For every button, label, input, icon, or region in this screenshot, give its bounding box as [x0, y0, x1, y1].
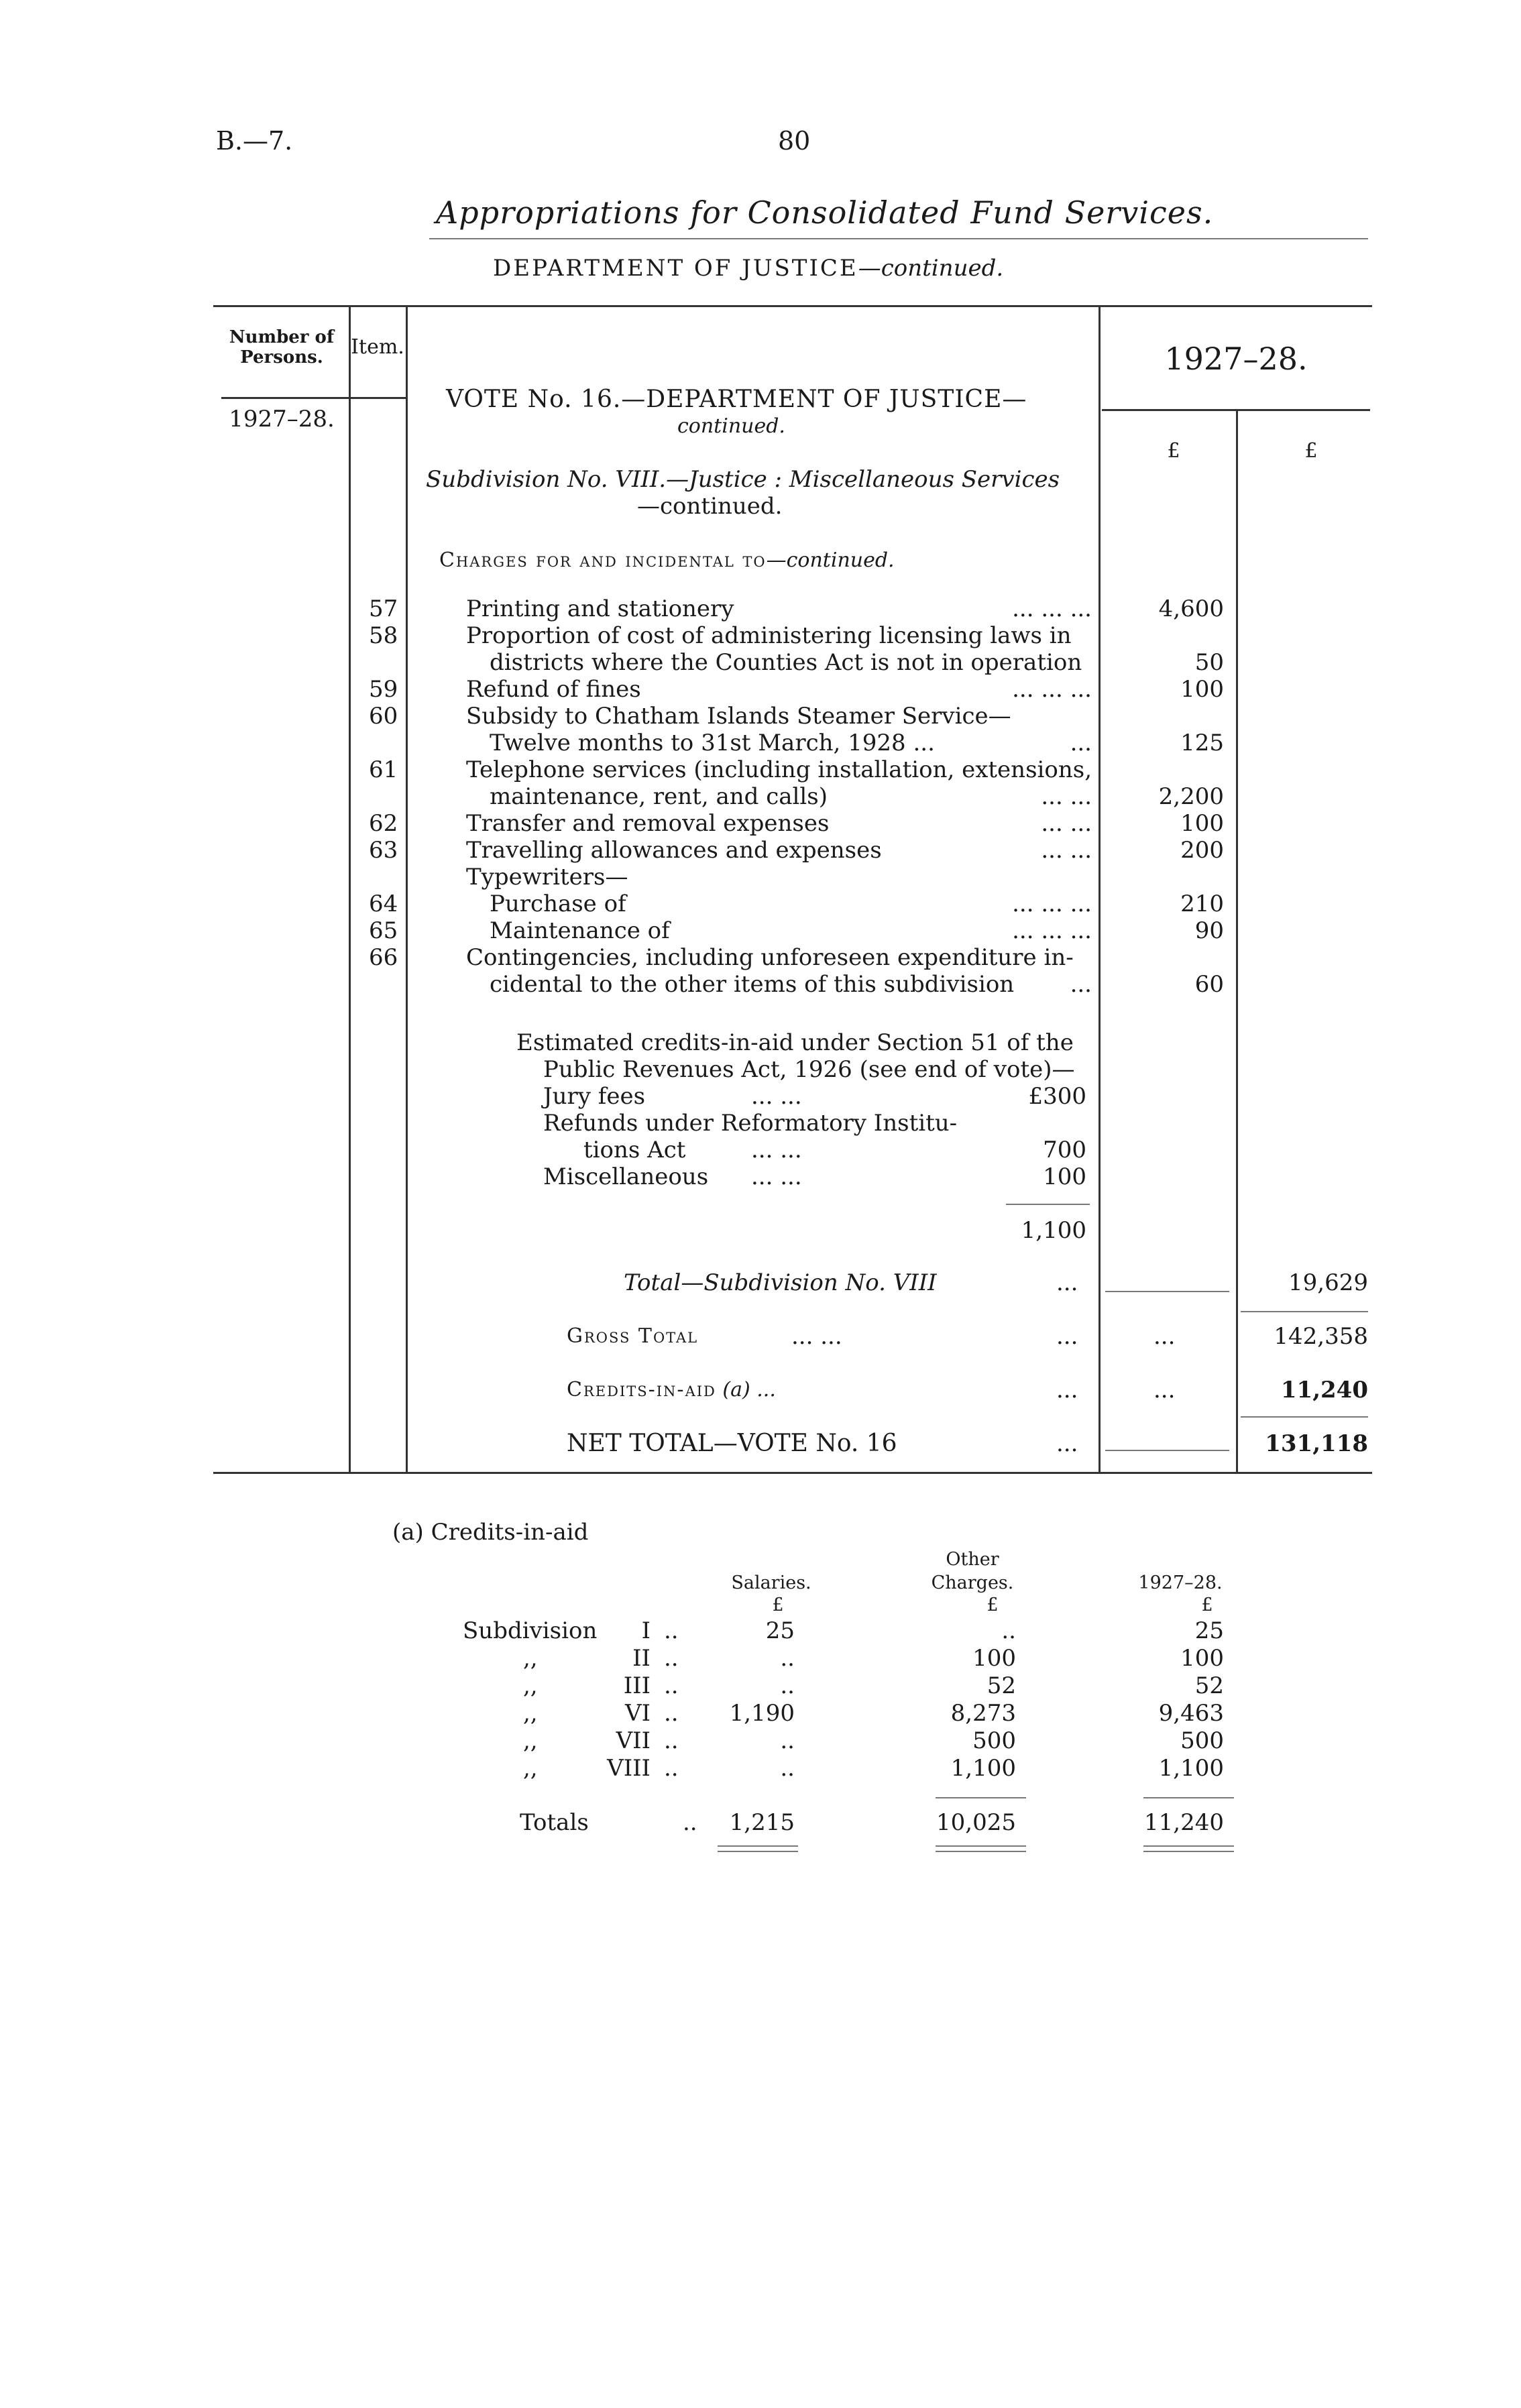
- item-row: [355, 971, 1100, 998]
- footnote-row-total: 9,463: [1158, 1700, 1224, 1727]
- item-amount: 210: [1180, 891, 1224, 917]
- item-text: districts where the Counties Act is not in operation: [490, 649, 1082, 676]
- item-leader-dots: ... ... ...: [1012, 595, 1092, 622]
- item-amount: 50: [1194, 649, 1224, 676]
- credits-in-aid-note: (a) ...: [722, 1378, 776, 1401]
- footnote-row: [463, 1727, 1234, 1755]
- net-total-amount-rule: [1105, 1450, 1229, 1451]
- item-amount: 125: [1180, 730, 1224, 756]
- footnote-total-double-rule-1: [1143, 1845, 1234, 1847]
- subdivision-total-label: Total—Subdivision No. VIII: [624, 1269, 937, 1296]
- footnote-row-sep: ..: [664, 1617, 679, 1644]
- credit-entry-dots: ... ...: [751, 1163, 802, 1190]
- footnote-pound-other: £: [987, 1595, 999, 1615]
- gross-total-value: 142,358: [1274, 1323, 1368, 1350]
- charges-heading: [439, 549, 895, 572]
- footnote-row: [463, 1700, 1234, 1727]
- item-number: 65: [369, 917, 398, 944]
- footnote-row-roman: VII: [616, 1727, 651, 1754]
- footnote-total-rule: [1143, 1797, 1234, 1798]
- footnote-totals-salaries: 1,215: [729, 1809, 795, 1836]
- footnote-row-label: ,,: [523, 1755, 538, 1782]
- footnote-row-other: ..: [1001, 1617, 1016, 1644]
- item-number: 61: [369, 756, 398, 783]
- item-row: [355, 703, 1100, 730]
- items-list: [355, 595, 1100, 998]
- footnote-totals-label: Totals: [520, 1809, 589, 1836]
- footnote-row-other: 52: [987, 1672, 1016, 1699]
- table-top-rule: [213, 305, 1372, 307]
- footnote-title: (a) Credits-in-aid: [392, 1519, 589, 1546]
- vote-title-continued: continued.: [677, 414, 785, 438]
- footnote-row-other: 500: [972, 1727, 1016, 1754]
- item-row: [355, 891, 1100, 917]
- department-continued: —continued.: [858, 255, 1004, 282]
- item-text: Travelling allowances and expenses: [466, 837, 882, 864]
- item-leader-dots: ... ...: [1041, 783, 1092, 810]
- page-reference: B.—7.: [216, 126, 293, 156]
- footnote-col-salaries: Salaries.: [731, 1572, 811, 1593]
- title-rule: [429, 238, 1368, 239]
- item-row: [355, 676, 1100, 703]
- item-row: [355, 837, 1100, 864]
- footnote-row-roman: I: [641, 1617, 651, 1644]
- footnote-salaries-double-rule-1: [718, 1845, 798, 1847]
- item-text: Maintenance of: [490, 917, 670, 944]
- credit-entry-dots: ... ...: [751, 1137, 802, 1163]
- footnote-row-other: 8,273: [950, 1700, 1016, 1727]
- credit-entry-amount: 700: [1043, 1137, 1086, 1163]
- credit-entry-dots: ... ...: [751, 1083, 802, 1110]
- item-text: Contingencies, including unforeseen expenditure in-: [466, 944, 1074, 971]
- item-row: [355, 917, 1100, 944]
- year-header-rule: [1102, 409, 1370, 411]
- footnote-row-total: 1,100: [1158, 1755, 1224, 1782]
- credit-entry-label: tions Act: [583, 1137, 686, 1163]
- item-text: Refund of fines: [466, 676, 641, 703]
- pound-sign-total: £: [1304, 439, 1318, 463]
- persons-header-rule: [221, 397, 408, 399]
- net-total-label: NET TOTAL—VOTE No. 16: [567, 1430, 897, 1457]
- item-leader-dots: ... ... ...: [1012, 676, 1092, 703]
- footnote-pound-salaries: £: [772, 1595, 784, 1615]
- gross-total-label: Gross Total: [567, 1324, 699, 1348]
- footnote-row-salaries: 1,190: [729, 1700, 795, 1727]
- footnote-row-salaries: 25: [765, 1617, 795, 1644]
- item-number: 60: [369, 703, 398, 730]
- footnote-row: [463, 1755, 1234, 1782]
- footnote-row-salaries: ..: [780, 1727, 795, 1754]
- footnote-row-sep: ..: [664, 1645, 679, 1672]
- col-divider-total: [1236, 410, 1238, 1472]
- credit-entry-amount: 100: [1043, 1163, 1086, 1190]
- credits-in-aid-dots-total: ...: [1153, 1377, 1176, 1403]
- footnote-totals-sep: ..: [683, 1809, 697, 1836]
- subdivision-heading-continued: —continued.: [637, 493, 783, 520]
- credits-estimate-total: 1,100: [1021, 1217, 1086, 1244]
- footnote-totals-other: 10,025: [936, 1809, 1016, 1836]
- item-row: [355, 864, 1100, 891]
- subdivision-heading: Subdivision No. VIII.—Justice : Miscellaneous Services: [426, 466, 1060, 493]
- item-text: maintenance, rent, and calls): [490, 783, 828, 810]
- department-name: DEPARTMENT OF JUSTICE: [493, 255, 858, 282]
- credit-entry-amount: £300: [1028, 1083, 1086, 1110]
- credit-entry-label: Refunds under Reformatory Institu-: [543, 1110, 958, 1137]
- footnote-col-other-1: Other: [946, 1549, 999, 1570]
- item-row: [355, 756, 1100, 783]
- footnote-row-label: ,,: [523, 1700, 538, 1727]
- charges-continued: —continued.: [766, 549, 895, 572]
- item-leader-dots: ...: [1070, 730, 1092, 756]
- footnote-pound-year: £: [1201, 1595, 1213, 1615]
- credits-in-aid-value: 11,240: [1280, 1377, 1368, 1403]
- item-amount: 2,200: [1158, 783, 1224, 810]
- item-row: [355, 649, 1100, 676]
- item-leader-dots: ... ...: [1041, 837, 1092, 864]
- gross-total-dots: ... ...: [791, 1323, 842, 1350]
- footnote-row-other: 100: [972, 1645, 1016, 1672]
- item-text: Typewriters—: [466, 864, 628, 891]
- item-amount: 200: [1180, 837, 1224, 864]
- footnote-other-rule: [936, 1797, 1026, 1798]
- item-number: 57: [369, 595, 398, 622]
- item-row: [355, 810, 1100, 837]
- table-bottom-rule: [213, 1472, 1372, 1474]
- footnote-row: [463, 1645, 1234, 1672]
- gross-total-dots-amount: ...: [1056, 1323, 1078, 1350]
- item-leader-dots: ... ... ...: [1012, 891, 1092, 917]
- header-item: Item.: [351, 335, 404, 359]
- footnote-other-double-rule-2: [936, 1851, 1026, 1852]
- footnote-salaries-double-rule-2: [718, 1851, 798, 1852]
- item-text: Purchase of: [490, 891, 626, 917]
- footnote-other-double-rule-1: [936, 1845, 1026, 1847]
- col-divider-persons: [349, 305, 351, 1472]
- footnote-total-double-rule-2: [1143, 1851, 1234, 1852]
- item-number: 58: [369, 622, 398, 649]
- footnote-row-total: 500: [1180, 1727, 1224, 1754]
- footnote-row-sep: ..: [664, 1727, 679, 1754]
- item-number: 62: [369, 810, 398, 837]
- item-text: cidental to the other items of this subdivision: [490, 971, 1015, 998]
- item-number: 64: [369, 891, 398, 917]
- footnote-col-other-2: Charges.: [931, 1572, 1014, 1593]
- item-row: [355, 730, 1100, 756]
- footnote-row-salaries: ..: [780, 1672, 795, 1699]
- footnote-row-roman: VI: [625, 1700, 651, 1727]
- item-number: 63: [369, 837, 398, 864]
- footnote-row-label: ,,: [523, 1672, 538, 1699]
- pound-sign-amount: £: [1167, 439, 1180, 463]
- item-text: Proportion of cost of administering licensing laws in: [466, 622, 1072, 649]
- department-heading: [493, 255, 1003, 282]
- item-amount: 60: [1194, 971, 1224, 998]
- net-total-value: 131,118: [1265, 1430, 1368, 1457]
- subdivision-total-value: 19,629: [1288, 1269, 1368, 1296]
- credits-in-aid-dots: ...: [1056, 1377, 1078, 1403]
- item-text: Subsidy to Chatham Islands Steamer Service—: [466, 703, 1011, 730]
- item-row: [355, 622, 1100, 649]
- credit-entry-label: Miscellaneous: [543, 1163, 709, 1190]
- charges-label: Charges for and incidental to: [439, 549, 767, 572]
- item-text: Telephone services (including installation, extensions,: [466, 756, 1092, 783]
- footnote-col-year: 1927–28.: [1138, 1572, 1223, 1593]
- credits-estimate-line2: Public Revenues Act, 1926 (see end of vote)—: [543, 1056, 1075, 1083]
- item-amount: 4,600: [1158, 595, 1224, 622]
- header-number-of-persons: Number of Persons.: [229, 327, 335, 367]
- footnote-row-roman: II: [632, 1645, 651, 1672]
- footnote-row-roman: VIII: [607, 1755, 651, 1782]
- credit-entry-label: Jury fees: [543, 1083, 646, 1110]
- item-leader-dots: ...: [1070, 971, 1092, 998]
- credits-estimate-line1: Estimated credits-in-aid under Section 51 of the: [516, 1029, 1074, 1056]
- footnote-totals-total: 11,240: [1144, 1809, 1224, 1836]
- footnote-row-total: 25: [1194, 1617, 1224, 1644]
- footnote-row: [463, 1617, 1234, 1645]
- item-row: [355, 944, 1100, 971]
- vote-title: VOTE No. 16.—DEPARTMENT OF JUSTICE—: [446, 386, 1027, 413]
- footnote-row-salaries: ..: [780, 1645, 795, 1672]
- credits-in-aid-heading: [567, 1378, 776, 1401]
- footnote-row-total: 52: [1194, 1672, 1224, 1699]
- footnote-row-total: 100: [1180, 1645, 1224, 1672]
- page-title: Appropriations for Consolidated Fund Services.: [436, 194, 1214, 231]
- subdivision-amount-rule: [1105, 1291, 1229, 1292]
- footnote-row-sep: ..: [664, 1672, 679, 1699]
- net-total-dots: ...: [1056, 1430, 1078, 1457]
- item-number: 66: [369, 944, 398, 971]
- item-number: 59: [369, 676, 398, 703]
- header-year: 1927–28.: [1164, 341, 1308, 377]
- footnote-row-other: 1,100: [950, 1755, 1016, 1782]
- item-row: [355, 595, 1100, 622]
- footnote-table: [463, 1617, 1234, 1782]
- item-text: Twelve months to 31st March, 1928 ...: [490, 730, 935, 756]
- credits-in-aid-label: Credits-in-aid: [567, 1378, 716, 1401]
- footnote-row-salaries: ..: [780, 1755, 795, 1782]
- item-leader-dots: ... ...: [1041, 810, 1092, 837]
- page-number: 80: [778, 126, 811, 156]
- subdivision-total-dots: ...: [1056, 1269, 1078, 1296]
- footnote-row-sep: ..: [664, 1700, 679, 1727]
- gross-total-dots-total: ...: [1153, 1323, 1176, 1350]
- item-amount: 100: [1180, 810, 1224, 837]
- credits-sum-rule: [1006, 1204, 1090, 1205]
- footnote-row-roman: III: [623, 1672, 651, 1699]
- item-leader-dots: ... ... ...: [1012, 917, 1092, 944]
- footnote-row: [463, 1672, 1234, 1700]
- item-amount: 90: [1194, 917, 1224, 944]
- footnote-row-label: ,,: [523, 1727, 538, 1754]
- footnote-row-label: Subdivision: [463, 1617, 598, 1644]
- credits-in-aid-rule: [1241, 1416, 1368, 1418]
- footnote-row-sep: ..: [664, 1755, 679, 1782]
- item-amount: 100: [1180, 676, 1224, 703]
- item-row: [355, 783, 1100, 810]
- item-text: Printing and stationery: [466, 595, 734, 622]
- persons-year: 1927–28.: [229, 406, 335, 433]
- footnote-row-label: ,,: [523, 1645, 538, 1672]
- item-text: Transfer and removal expenses: [466, 810, 830, 837]
- subdivision-total-rule: [1241, 1311, 1368, 1312]
